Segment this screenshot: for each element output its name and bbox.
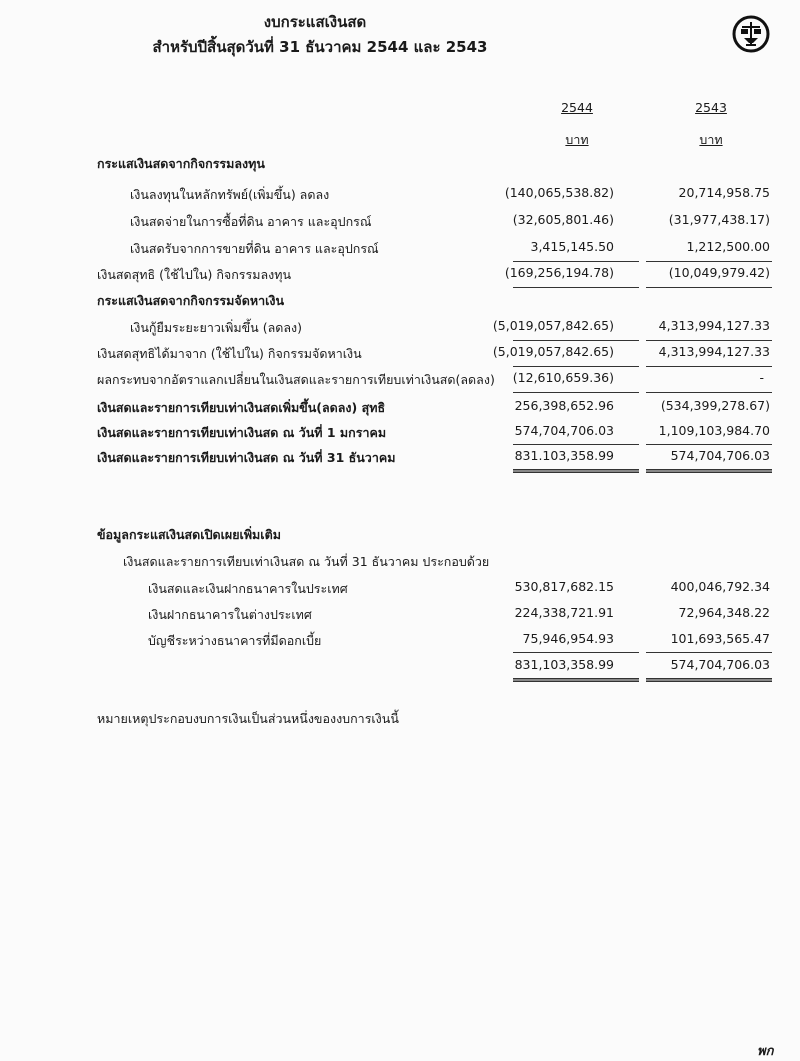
value-2543: (534,399,278.67) xyxy=(660,398,770,413)
section-label: กระแสเงินสดจากกิจกรรมลงทุน xyxy=(97,156,265,171)
subtotal-rule xyxy=(513,392,639,393)
value-2543: - xyxy=(759,370,764,385)
subtotal-rule xyxy=(646,392,772,393)
table-row-net-investing xyxy=(0,265,800,289)
value-2544: (169,256,194.78) xyxy=(504,265,614,280)
value-2543: 20,714,958.75 xyxy=(678,185,770,200)
subtotal-rule xyxy=(646,261,772,262)
total-double-rule xyxy=(646,469,772,473)
row-label: เงินสดรับจากการขายที่ดิน อาคาร และอุปกรณ์ xyxy=(130,241,379,256)
value-2543: 1,109,103,984.70 xyxy=(658,423,770,438)
total-double-rule xyxy=(513,469,639,473)
value-2543: (31,977,438.17) xyxy=(668,212,770,227)
value-2544: 574,704,706.03 xyxy=(514,423,614,438)
statement-subtitle: สำหรับปีสิ้นสุดวันที่ 31 ธันวาคม 2544 และ 2543 xyxy=(152,38,488,56)
value-2544: 3,415,145.50 xyxy=(530,239,614,254)
section-heading-investing xyxy=(0,154,800,178)
value-2543: 4,313,994,127.33 xyxy=(658,344,770,359)
table-row xyxy=(0,185,800,209)
value-2544: (5,019,057,842.65) xyxy=(492,318,614,333)
subtotal-rule xyxy=(513,366,639,367)
row-label: เงินสดจ่ายในการซื้อที่ดิน อาคาร และอุปกรณ์ xyxy=(130,214,372,229)
table-row-net-change xyxy=(0,398,800,422)
table-row xyxy=(0,318,800,342)
table-row-net-financing xyxy=(0,344,800,368)
signature-initials: พก xyxy=(757,1044,774,1059)
value-2544: (5,019,057,842.65) xyxy=(492,344,614,359)
value-2543: 72,964,348.22 xyxy=(678,605,770,620)
subtotal-rule xyxy=(513,444,639,445)
column-year-2544: 2544 xyxy=(561,100,593,115)
subtotal-rule xyxy=(513,652,639,653)
subtotal-rule xyxy=(646,366,772,367)
value-2543: 574,704,706.03 xyxy=(670,448,770,463)
subtotal-rule xyxy=(646,287,772,288)
table-row xyxy=(0,212,800,236)
row-label: เงินสดและรายการเทียบเท่าเงินสด ณ วันที่ 31 ธันวาคม xyxy=(97,450,396,465)
table-row-fx-effect xyxy=(0,370,800,394)
column-unit-2543: บาท xyxy=(699,132,723,147)
row-label: เงินลงทุนในหลักทรัพย์(เพิ่มขึ้น) ลดลง xyxy=(130,187,330,202)
row-label: เงินสดและเงินฝากธนาคารในประเทศ xyxy=(148,581,348,596)
value-2544: 75,946,954.93 xyxy=(522,631,614,646)
value-2544: (140,065,538.82) xyxy=(504,185,614,200)
statement-title: งบกระแสเงินสด xyxy=(263,13,367,31)
footnote: หมายเหตุประกอบงบการเงินเป็นส่วนหนึ่งของงบการเงินนี้ xyxy=(97,711,399,726)
column-unit-2544: บาท xyxy=(565,132,589,147)
row-label: เงินกู้ยืมระยะยาวเพิ่มขึ้น (ลดลง) xyxy=(130,320,302,335)
subtotal-rule xyxy=(513,287,639,288)
value-2544: (32,605,801.46) xyxy=(512,212,614,227)
value-2544: 831,103,358.99 xyxy=(514,657,614,672)
section-label: ข้อมูลกระแสเงินสดเปิดเผยเพิ่มเติม xyxy=(97,527,281,542)
row-label: บัญชีระหว่างธนาคารที่มีดอกเบี้ย xyxy=(148,633,322,648)
table-row xyxy=(0,605,800,629)
value-2543: 101,693,565.47 xyxy=(670,631,770,646)
value-2544: 831.103,358.99 xyxy=(514,448,614,463)
section-heading-supplementary xyxy=(0,525,800,549)
section-label: กระแสเงินสดจากกิจกรรมจัดหาเงิน xyxy=(97,293,285,308)
value-2543: 4,313,994,127.33 xyxy=(658,318,770,333)
total-double-rule xyxy=(513,678,639,682)
column-year-2543: 2543 xyxy=(695,100,727,115)
row-label: ผลกระทบจากอัตราแลกเปลี่ยนในเงินสดและรายการเทียบเท่าเงินสด(ลดลง) xyxy=(97,372,495,387)
subtotal-rule xyxy=(646,340,772,341)
subtotal-rule xyxy=(513,340,639,341)
row-label: เงินสดและรายการเทียบเท่าเงินสด ณ วันที่ 31 ธันวาคม ประกอบด้วย xyxy=(123,554,490,569)
subtotal-rule xyxy=(646,652,772,653)
row-label: เงินสดและรายการเทียบเท่าเงินสดเพิ่มขึ้น(ลดลง) สุทธิ xyxy=(97,400,386,415)
total-double-rule xyxy=(646,678,772,682)
table-row xyxy=(0,239,800,263)
row-label: เงินสดและรายการเทียบเท่าเงินสด ณ วันที่ 1 มกราคม xyxy=(97,425,387,440)
scales-emblem-icon xyxy=(731,14,771,54)
subtotal-rule xyxy=(513,261,639,262)
value-2543: 1,212,500.00 xyxy=(686,239,770,254)
value-2543: 400,046,792.34 xyxy=(670,579,770,594)
subtotal-rule xyxy=(646,444,772,445)
row-label: เงินสดสุทธิได้มาจาก (ใช้ไปใน) กิจกรรมจัดหาเงิน xyxy=(97,346,362,361)
section-heading-financing xyxy=(0,291,800,315)
value-2544: 530,817,682.15 xyxy=(514,579,614,594)
row-label: เงินสดสุทธิ (ใช้ไปใน) กิจกรรมลงทุน xyxy=(97,267,292,282)
row-label: เงินฝากธนาคารในต่างประเทศ xyxy=(148,607,312,622)
supplementary-intro xyxy=(0,552,800,576)
value-2544: 224,338,721.91 xyxy=(514,605,614,620)
value-2544: (12,610,659.36) xyxy=(512,370,614,385)
table-row xyxy=(0,579,800,603)
value-2544: 256,398,652.96 xyxy=(514,398,614,413)
value-2543: (10,049,979.42) xyxy=(668,265,770,280)
value-2543: 574,704,706.03 xyxy=(670,657,770,672)
